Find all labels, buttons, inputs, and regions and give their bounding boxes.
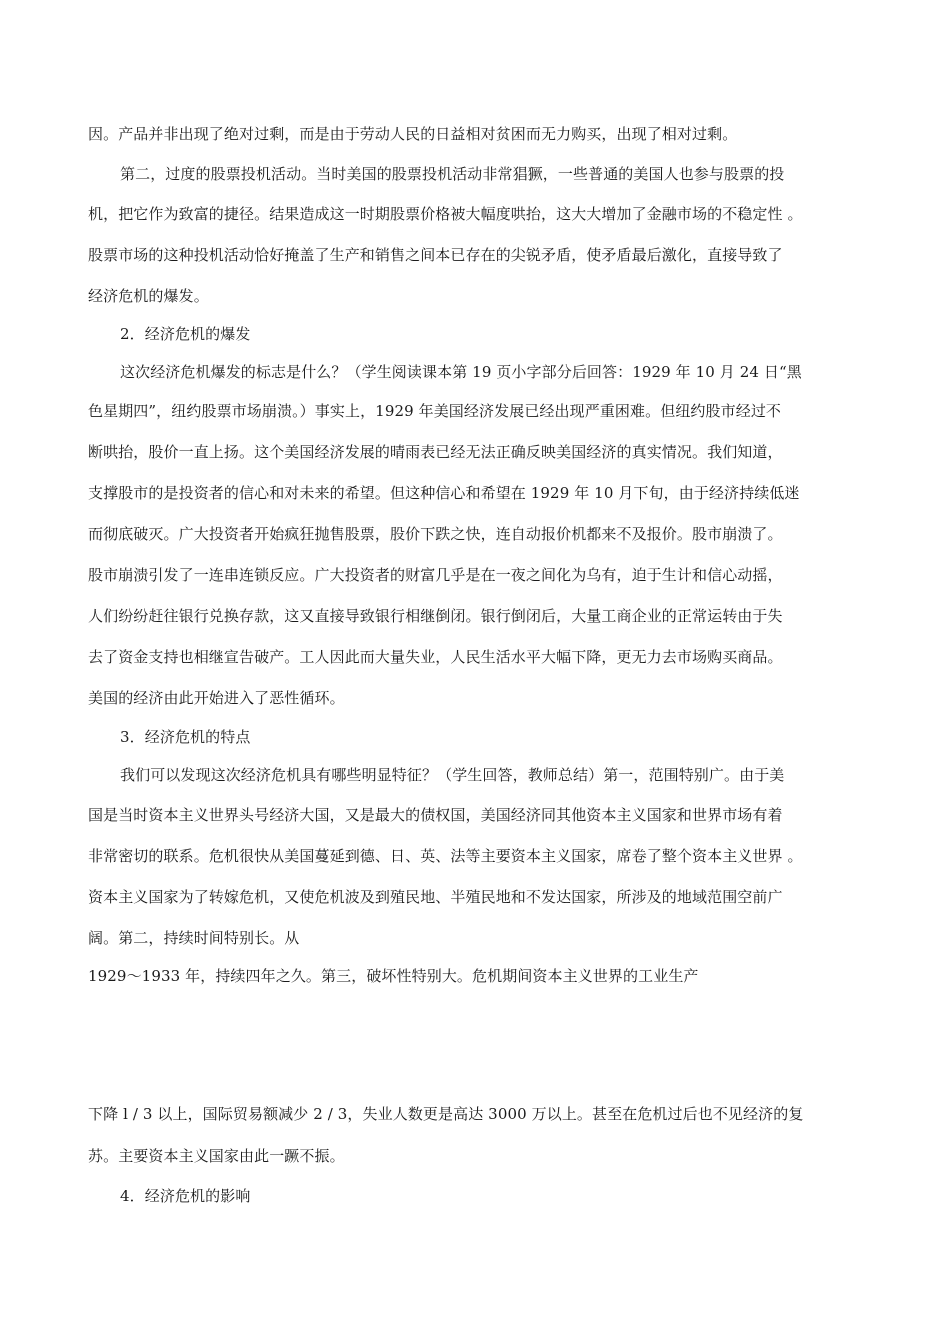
paragraph-line: 支撑股市的是投资者的信心和对未来的希望。但这种信心和希望在 1929 年 10 月下旬，由于经济持续低迷 bbox=[88, 484, 800, 502]
paragraph-line: 第二，过度的股票投机活动。当时美国的股票投机活动非常猖獗，一些普通的美国人也参与股票的投 bbox=[120, 165, 785, 183]
paragraph-line: 下降 l / 3 以上，国际贸易额减少 2 / 3，失业人数更是高达 3000 万以上。甚至在危机过后也不见经济的复 bbox=[88, 1105, 804, 1123]
section-heading-2: 2．经济危机的爆发 bbox=[120, 325, 251, 343]
paragraph-line: 阔。第二，持续时间特别长。从 bbox=[88, 929, 300, 947]
paragraph-line: 经济危机的爆发。 bbox=[88, 287, 209, 305]
paragraph-line: 美国的经济由此开始进入了恶性循环。 bbox=[88, 689, 345, 707]
paragraph-line: 色星期四”，纽约股票市场崩溃。）事实上，1929 年美国经济发展已经出现严重困难。但纽约股市经过不 bbox=[88, 402, 782, 420]
paragraph-line: 去了资金支持也相继宣告破产。工人因此而大量失业，人民生活水平大幅下降，更无力去市场购买商品。 bbox=[88, 648, 783, 666]
paragraph-line: 资本主义国家为了转嫁危机，又使危机波及到殖民地、半殖民地和不发达国家，所涉及的地域范围空前广 bbox=[88, 888, 783, 906]
section-heading-4: 4．经济危机的影响 bbox=[120, 1187, 251, 1205]
paragraph-line: 我们可以发现这次经济危机具有哪些明显特征？（学生回答，教师总结）第一，范围特别广。由于美 bbox=[120, 766, 785, 784]
paragraph-line: 这次经济危机爆发的标志是什么？（学生阅读课本第 19 页小字部分后回答：1929 年 10 月 24 日“黑 bbox=[120, 363, 802, 381]
paragraph-line: 国是当时资本主义世界头号经济大国，又是最大的债权国，美国经济同其他资本主义国家和世界市场有着 bbox=[88, 806, 783, 824]
paragraph-line: 股票市场的这种投机活动恰好掩盖了生产和销售之间本已存在的尖锐矛盾，使矛盾最后激化，直接导致了 bbox=[88, 246, 783, 264]
paragraph-line: 断哄抬，股价一直上扬。这个美国经济发展的晴雨表已经无法正确反映美国经济的真实情况。我们知道， bbox=[88, 443, 783, 461]
paragraph-line: 苏。主要资本主义国家由此一蹶不振。 bbox=[88, 1147, 345, 1165]
paragraph-line: 股市崩溃引发了一连串连锁反应。广大投资者的财富几乎是在一夜之间化为乌有，迫于生计和信心动摇， bbox=[88, 566, 783, 584]
section-heading-3: 3．经济危机的特点 bbox=[120, 728, 251, 746]
paragraph-line: 1929～1933 年，持续四年之久。第三，破坏性特别大。危机期间资本主义世界的工业生产 bbox=[88, 967, 699, 985]
paragraph-line: 人们纷纷赶往银行兑换存款，这又直接导致银行相继倒闭。银行倒闭后，大量工商企业的正常运转由于失 bbox=[88, 607, 783, 625]
paragraph-cause-end: 因。产品并非出现了绝对过剩，而是由于劳动人民的日益相对贫困而无力购买，出现了相对过剩。 bbox=[88, 125, 738, 143]
paragraph-line: 机，把它作为致富的捷径。结果造成这一时期股票价格被大幅度哄抬，这大大增加了金融市场的不稳定性 。 bbox=[88, 205, 803, 223]
paragraph-line: 非常密切的联系。危机很快从美国蔓延到德、日、英、法等主要资本主义国家，席卷了整个资本主义世界 。 bbox=[88, 847, 803, 865]
paragraph-line: 而彻底破灭。广大投资者开始疯狂抛售股票，股价下跌之快，连自动报价机都来不及报价。股市崩溃了。 bbox=[88, 525, 783, 543]
